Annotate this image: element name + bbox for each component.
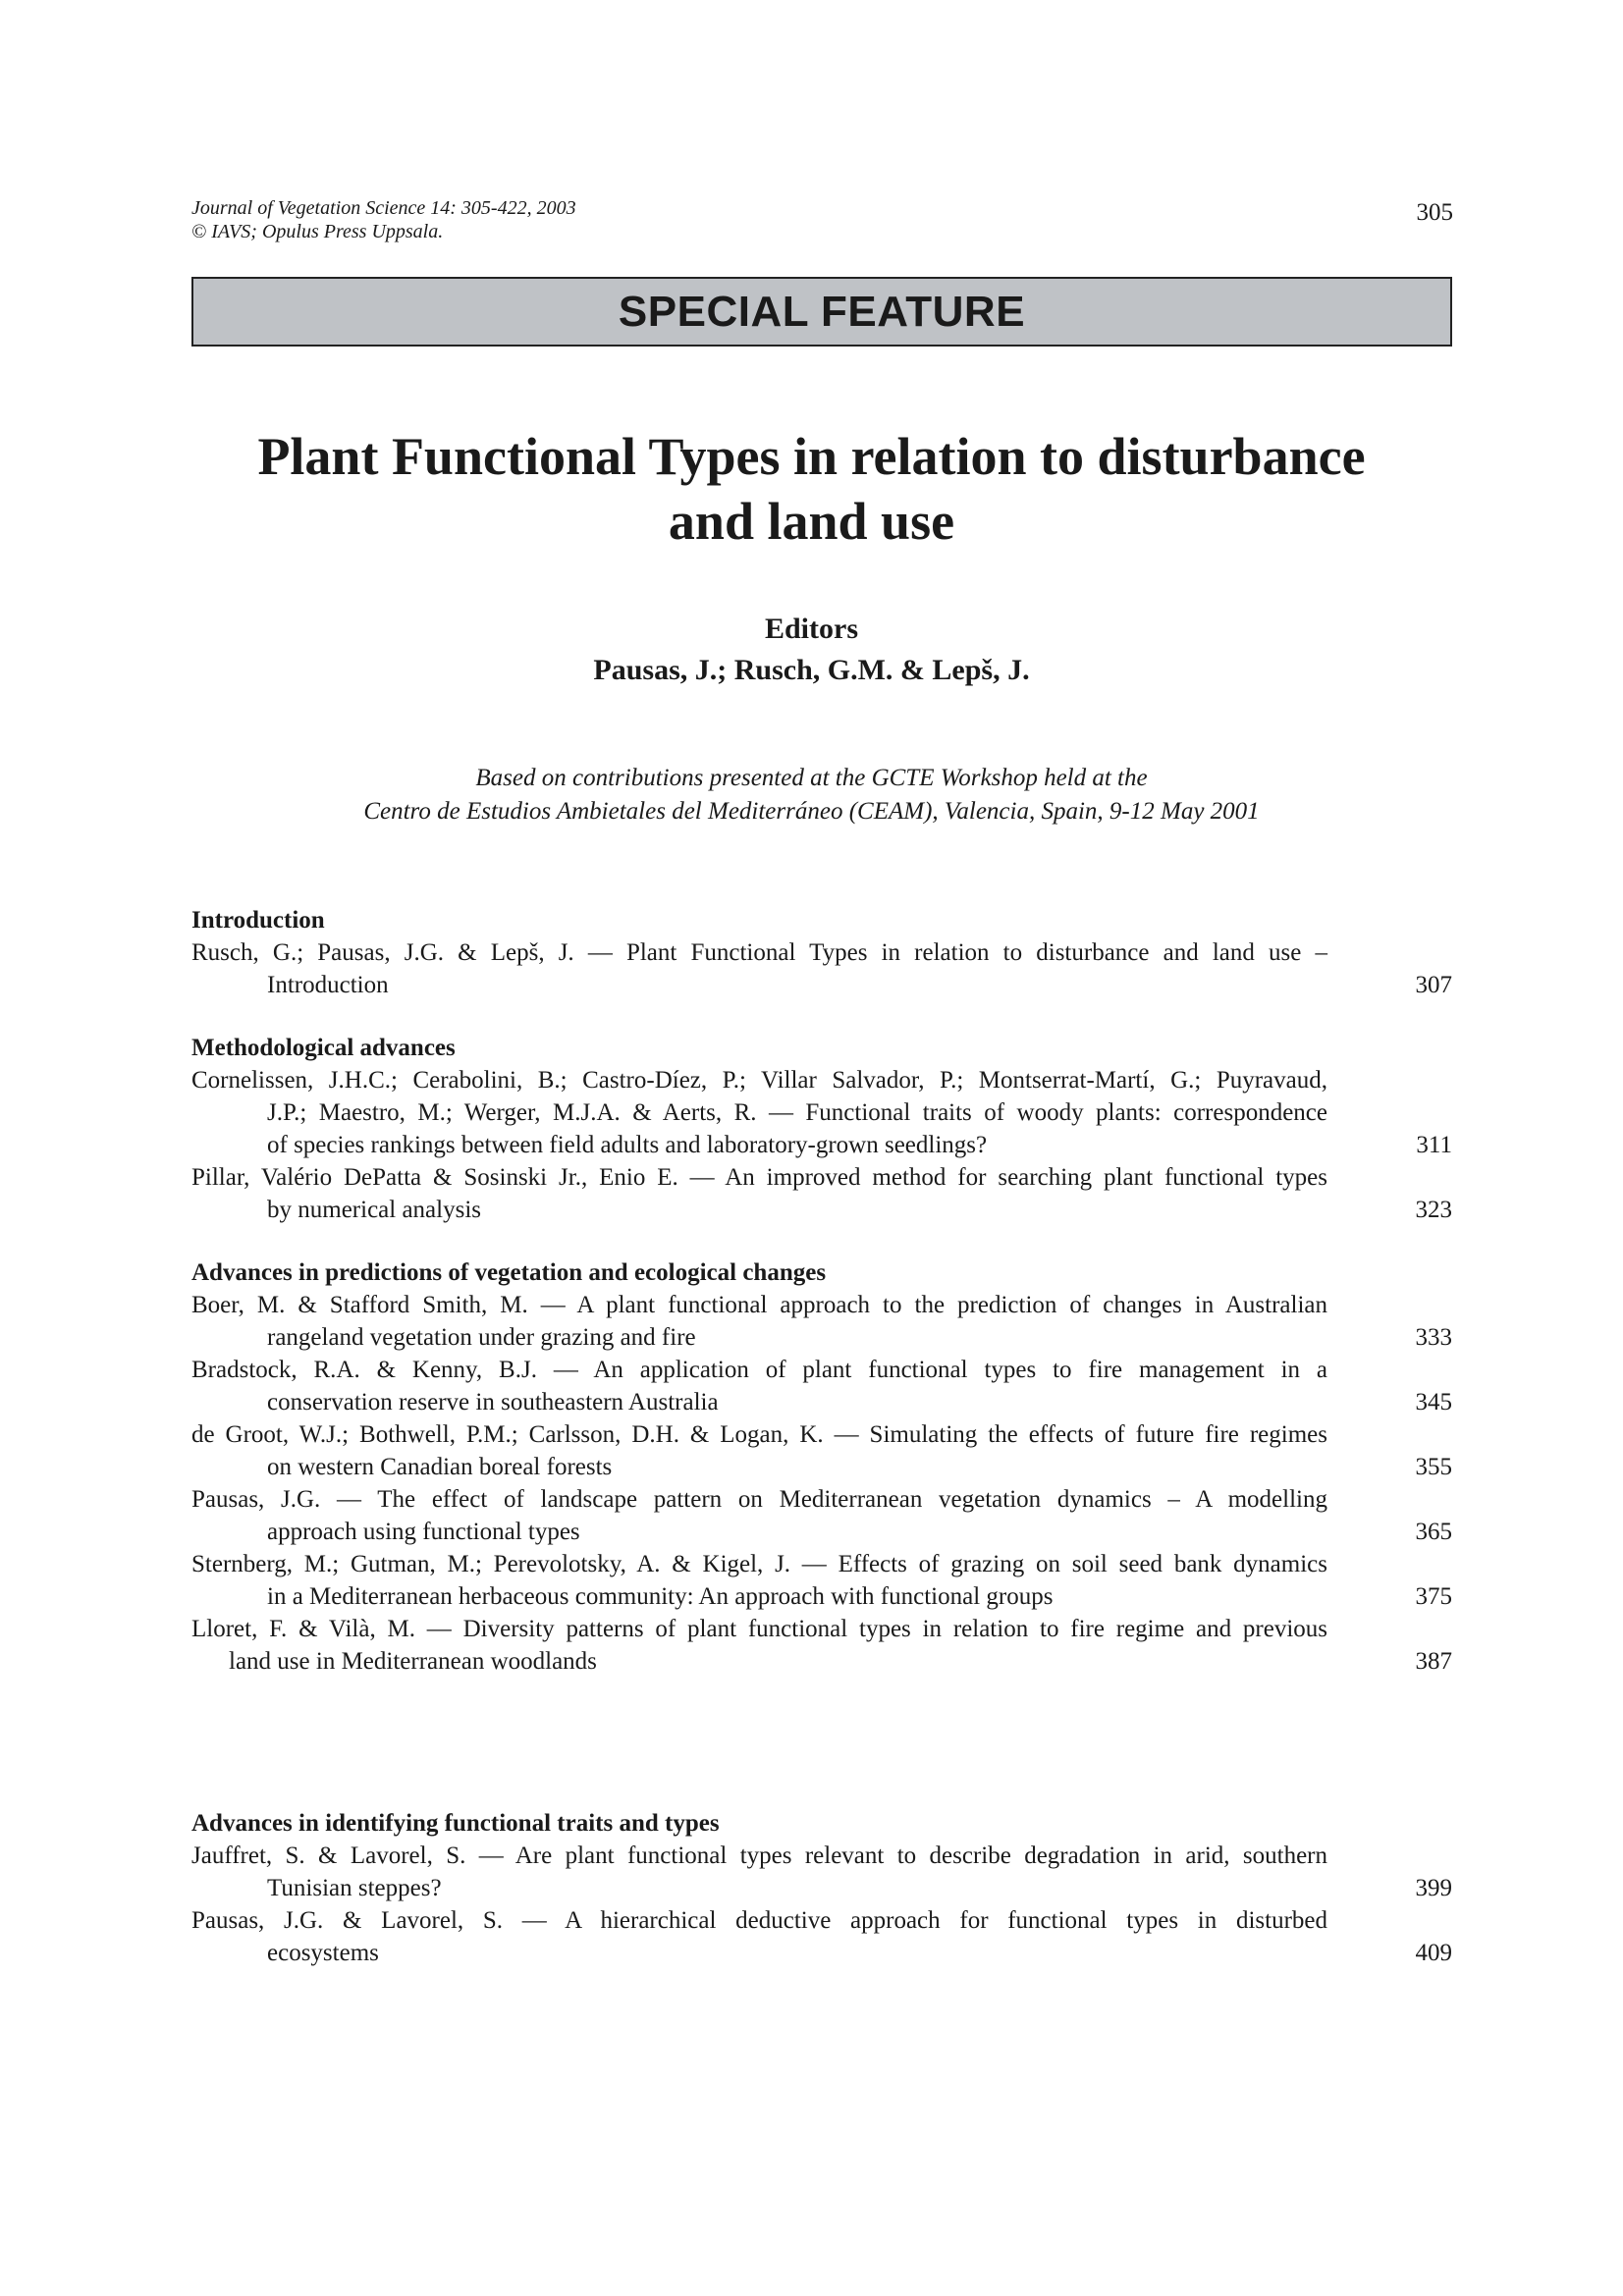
toc-entry-line: Introduction [267,972,389,998]
toc-entry-line: Pillar, Valério DePatta & Sosinski Jr., Enio E. — An improved method for searching plant functional types [191,1164,1327,1191]
toc-entry-line: Pausas, J.G. — The effect of landscape pattern on Mediterranean vegetation dynamics – A modelling [191,1486,1327,1513]
toc-entry-page: 375 [1415,1583,1452,1610]
feature-title [0,424,1623,554]
title-line-1: Plant Functional Types in relation to disturbance [257,427,1366,486]
toc-entry-line: on western Canadian boreal forests [267,1454,613,1480]
toc-entry-page: 323 [1415,1197,1452,1223]
toc-entry-line: Rusch, G.; Pausas, J.G. & Lepš, J. — Plant Functional Types in relation to disturbance and land use – [191,939,1327,966]
toc-entry-line: approach using functional types [267,1519,580,1545]
journal-line: Journal of Vegetation Science 14: 305-422, 2003 [191,197,576,219]
special-feature-banner [191,277,1452,347]
toc-entry-line: ecosystems [267,1940,379,1966]
toc-entry [191,1483,1452,1548]
toc-entry-line: land use in Mediterranean woodlands [229,1648,597,1675]
editors-label: Editors [764,613,858,645]
toc-entry-line: Cornelissen, J.H.C.; Cerabolini, B.; Castro-Díez, P.; Villar Salvador, P.; Montserrat-Martí, G.; Puyravaud, [191,1067,1327,1094]
toc-entry [191,1548,1452,1613]
toc-entry-line: Boer, M. & Stafford Smith, M. — A plant functional approach to the prediction of changes in Australian [191,1292,1327,1318]
toc-entry-line: Bradstock, R.A. & Kenny, B.J. — An application of plant functional types to fire management in a [191,1357,1327,1383]
toc-entry-line: Lloret, F. & Vilà, M. — Diversity patterns of plant functional types in relation to fire regime and previous [191,1616,1327,1642]
journal-citation [191,196,576,243]
toc-entry-page: 355 [1415,1454,1452,1480]
table-of-contents [191,904,1452,2000]
toc-section-heading: Methodological advances [191,1035,456,1061]
toc-entry-page: 311 [1416,1132,1452,1158]
toc-entry-page: 307 [1415,972,1452,998]
toc-section-heading: Advances in identifying functional traits and types [191,1810,720,1837]
toc-entry-line: rangeland vegetation under grazing and fire [267,1324,696,1351]
toc-entry-line: Pausas, J.G. & Lavorel, S. — A hierarchical deductive approach for functional types in disturbed [191,1907,1327,1934]
toc-entry-line: de Groot, W.J.; Bothwell, P.M.; Carlsson, D.H. & Logan, K. — Simulating the effects of future fire regimes [191,1421,1327,1448]
toc-entry-line: J.P.; Maestro, M.; Werger, M.J.A. & Aerts, R. — Functional traits of woody plants: correspondence [267,1099,1327,1126]
toc-entry-page: 365 [1415,1519,1452,1545]
toc-entry-line: Tunisian steppes? [267,1875,442,1901]
page-number: 305 [1416,199,1453,226]
toc-entry-page: 387 [1415,1648,1452,1675]
toc-entry-line: in a Mediterranean herbaceous community: An approach with functional groups [267,1583,1054,1610]
title-line-2: and land use [668,492,955,551]
workshop-note-line-1: Based on contributions presented at the GCTE Workshop held at the [475,765,1148,791]
toc-entry [191,1613,1452,1678]
toc-section-heading: Advances in predictions of vegetation and ecological changes [191,1259,827,1286]
toc-entry [191,1840,1452,1904]
toc-entry-line: Sternberg, M.; Gutman, M.; Perevolotsky, A. & Kigel, J. — Effects of grazing on soil seed bank dynamics [191,1551,1327,1577]
toc-entry-page: 333 [1415,1324,1452,1351]
toc-entry [191,1161,1452,1226]
toc-section-heading: Introduction [191,907,325,934]
toc-entry-line: of species rankings between field adults and laboratory-grown seedlings? [267,1132,988,1158]
toc-section [191,1807,1452,1969]
workshop-note [0,762,1623,828]
toc-entry [191,936,1452,1001]
toc-section [191,1032,1452,1226]
banner-label: SPECIAL FEATURE [618,287,1026,336]
toc-entry-line: conservation reserve in southeastern Australia [267,1389,719,1415]
toc-entry [191,1064,1452,1161]
toc-entry [191,1354,1452,1418]
workshop-note-line-2: Centro de Estudios Ambietales del Mediterráneo (CEAM), Valencia, Spain, 9-12 May 2001 [363,798,1260,825]
toc-entry-page: 345 [1415,1389,1452,1415]
toc-entry [191,1289,1452,1354]
editors-names: Pausas, J.; Rusch, G.M. & Lepš, J. [593,654,1030,686]
toc-entry-line: by numerical analysis [267,1197,481,1223]
toc-entry-page: 399 [1415,1875,1452,1901]
toc-section [191,1256,1452,1678]
toc-entry-page: 409 [1415,1940,1452,1966]
toc-entry [191,1904,1452,1969]
toc-entry-line: Jauffret, S. & Lavorel, S. — Are plant functional types relevant to describe degradation in arid, southern [191,1842,1327,1869]
copyright-line: © IAVS; Opulus Press Uppsala. [191,221,444,242]
toc-entry [191,1418,1452,1483]
toc-section [191,904,1452,1001]
